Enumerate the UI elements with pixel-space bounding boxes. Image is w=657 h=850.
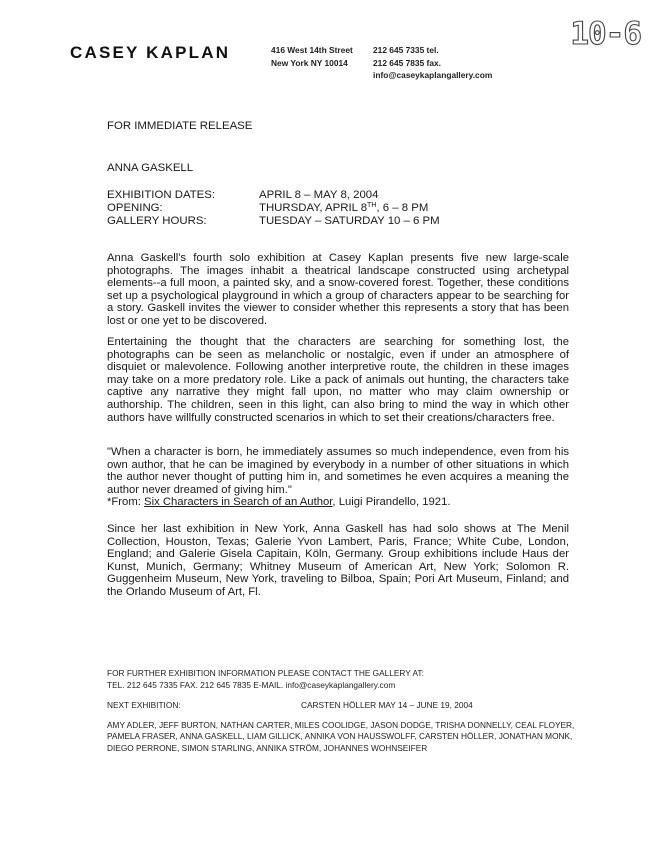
gallery-artists-list (107, 720, 574, 754)
opening-label: OPENING: (107, 202, 163, 214)
email: info@caseykaplangallery.com (373, 70, 493, 80)
dates-value: APRIL 8 – MAY 8, 2004 (259, 189, 379, 201)
paragraph-interpretation: Entertaining the thought that the characters are searching for something lost, the photographs can be seen as melancholic or nostalgic, even if under an atmosphere of disquiet or malevolence. Following another interpretive route, the children in these images may take on a more predatory role. Like a pack of animals out hunting, the characters take captive any narrative they might fall upon, no matter who may claim ownership or authorship. The children, seen in this light, can also bring to mind the way in which other authors have willfully constructed scenarios in which to set their creations/characters free. (107, 336, 569, 424)
next-exhibition (107, 700, 473, 711)
opening-time: , 6 – 8 PM (376, 202, 429, 214)
next-exhibition-label: NEXT EXHIBITION: (107, 700, 181, 710)
next-exhibition-value: CARSTEN HÖLLER MAY 14 – JUNE 19, 2004 (301, 700, 473, 710)
artists-line-1: AMY ADLER, JEFF BURTON, NATHAN CARTER, MILES COOLIDGE, JASON DODGE, TRISHA DONNELLY, CEAL FLOYER, (107, 720, 575, 730)
hours-value: TUESDAY – SATURDAY 10 – 6 PM (259, 215, 440, 227)
gallery-address (271, 44, 353, 69)
quote-source-book: Six Characters in Search of an Author (144, 496, 333, 509)
quote-source-suffix: , Luigi Pirandello, 1921. (332, 496, 451, 509)
gallery-name: CASEY KAPLAN (70, 43, 231, 62)
quote-text: "When a character is born, he immediately assumes so much independence, even from his own author, that he can be imagined by everybody in a number of other situations in which the author never thought of putting him in, and sometimes he even acquires a meaning the author never dreamed of giving him." (107, 446, 569, 496)
dates-label: EXHIBITION DATES: (107, 189, 216, 201)
hours-label: GALLERY HOURS: (107, 215, 207, 227)
opening-date-suffix: TH (367, 202, 377, 209)
paragraph-intro: Anna Gaskell's fourth solo exhibition at Casey Kaplan presents five new large-scale photographs. The images inhabit a theatrical landscape constructed using archetypal elements--a full moon, a painted sky, and a snow-covered forest. Together, these conditions set up a psychological playground in which a group of characters appear to be searching for a story. Gaskell invites the viewer to consider whether this represents a story that has been lost or one yet to be discovered. (107, 252, 569, 327)
artists-line-3: DIEGO PERRONE, SIMON STARLING, ANNIKA STRÖM, JOHANNES WOHNSEIFER (107, 742, 428, 753)
quote-source (107, 496, 569, 509)
page-number: 10-6 (570, 16, 641, 48)
artist-name: ANNA GASKELL (107, 162, 194, 174)
artists-line-2: PAMELA FRASER, ANNA GASKELL, LIAM GILLICK, ANNIKA VON HAUSSWOLFF, CARSTEN HÖLLER, JONATHAN MONK, (107, 731, 573, 742)
quote-source-prefix: *From: (107, 496, 145, 509)
address-line-2: New York NY 10014 (271, 57, 348, 68)
fax: 212 645 7835 fax. (373, 57, 441, 68)
address-line-1: 416 West 14th Street (271, 45, 353, 55)
release-heading: FOR IMMEDIATE RELEASE (107, 120, 253, 132)
telephone: 212 645 7335 tel. (373, 45, 439, 55)
paragraph-exhibitions: Since her last exhibition in New York, Anna Gaskell has had solo shows at The Menil Collection, Houston, Texas; Galerie Yvon Lambert, Paris, France; White Cube, London, England; and Galerie Gisela Capitain, Köln, Germany. Group exhibitions include Haus der Kunst, Munich, Germany; Whitney Museum of American Art, New York; Solomon R. Guggenheim Museum, New York, traveling to Bilboa, Spain; Pori Art Museum, Finland; and the Orlando Museum of Art, Fl. (107, 523, 569, 598)
footer-contact-line: FOR FURTHER EXHIBITION INFORMATION PLEASE CONTACT THE GALLERY AT: (107, 668, 424, 678)
footer-contact-details: TEL. 212 645 7335 FAX. 212 645 7835 E-MAIL. info@caseykaplangallery.com (107, 680, 396, 690)
page-number-outline (567, 14, 643, 48)
opening-value (259, 202, 428, 215)
quote-block (107, 446, 569, 509)
gallery-contact (373, 44, 492, 82)
opening-date: THURSDAY, APRIL 8 (259, 202, 368, 214)
